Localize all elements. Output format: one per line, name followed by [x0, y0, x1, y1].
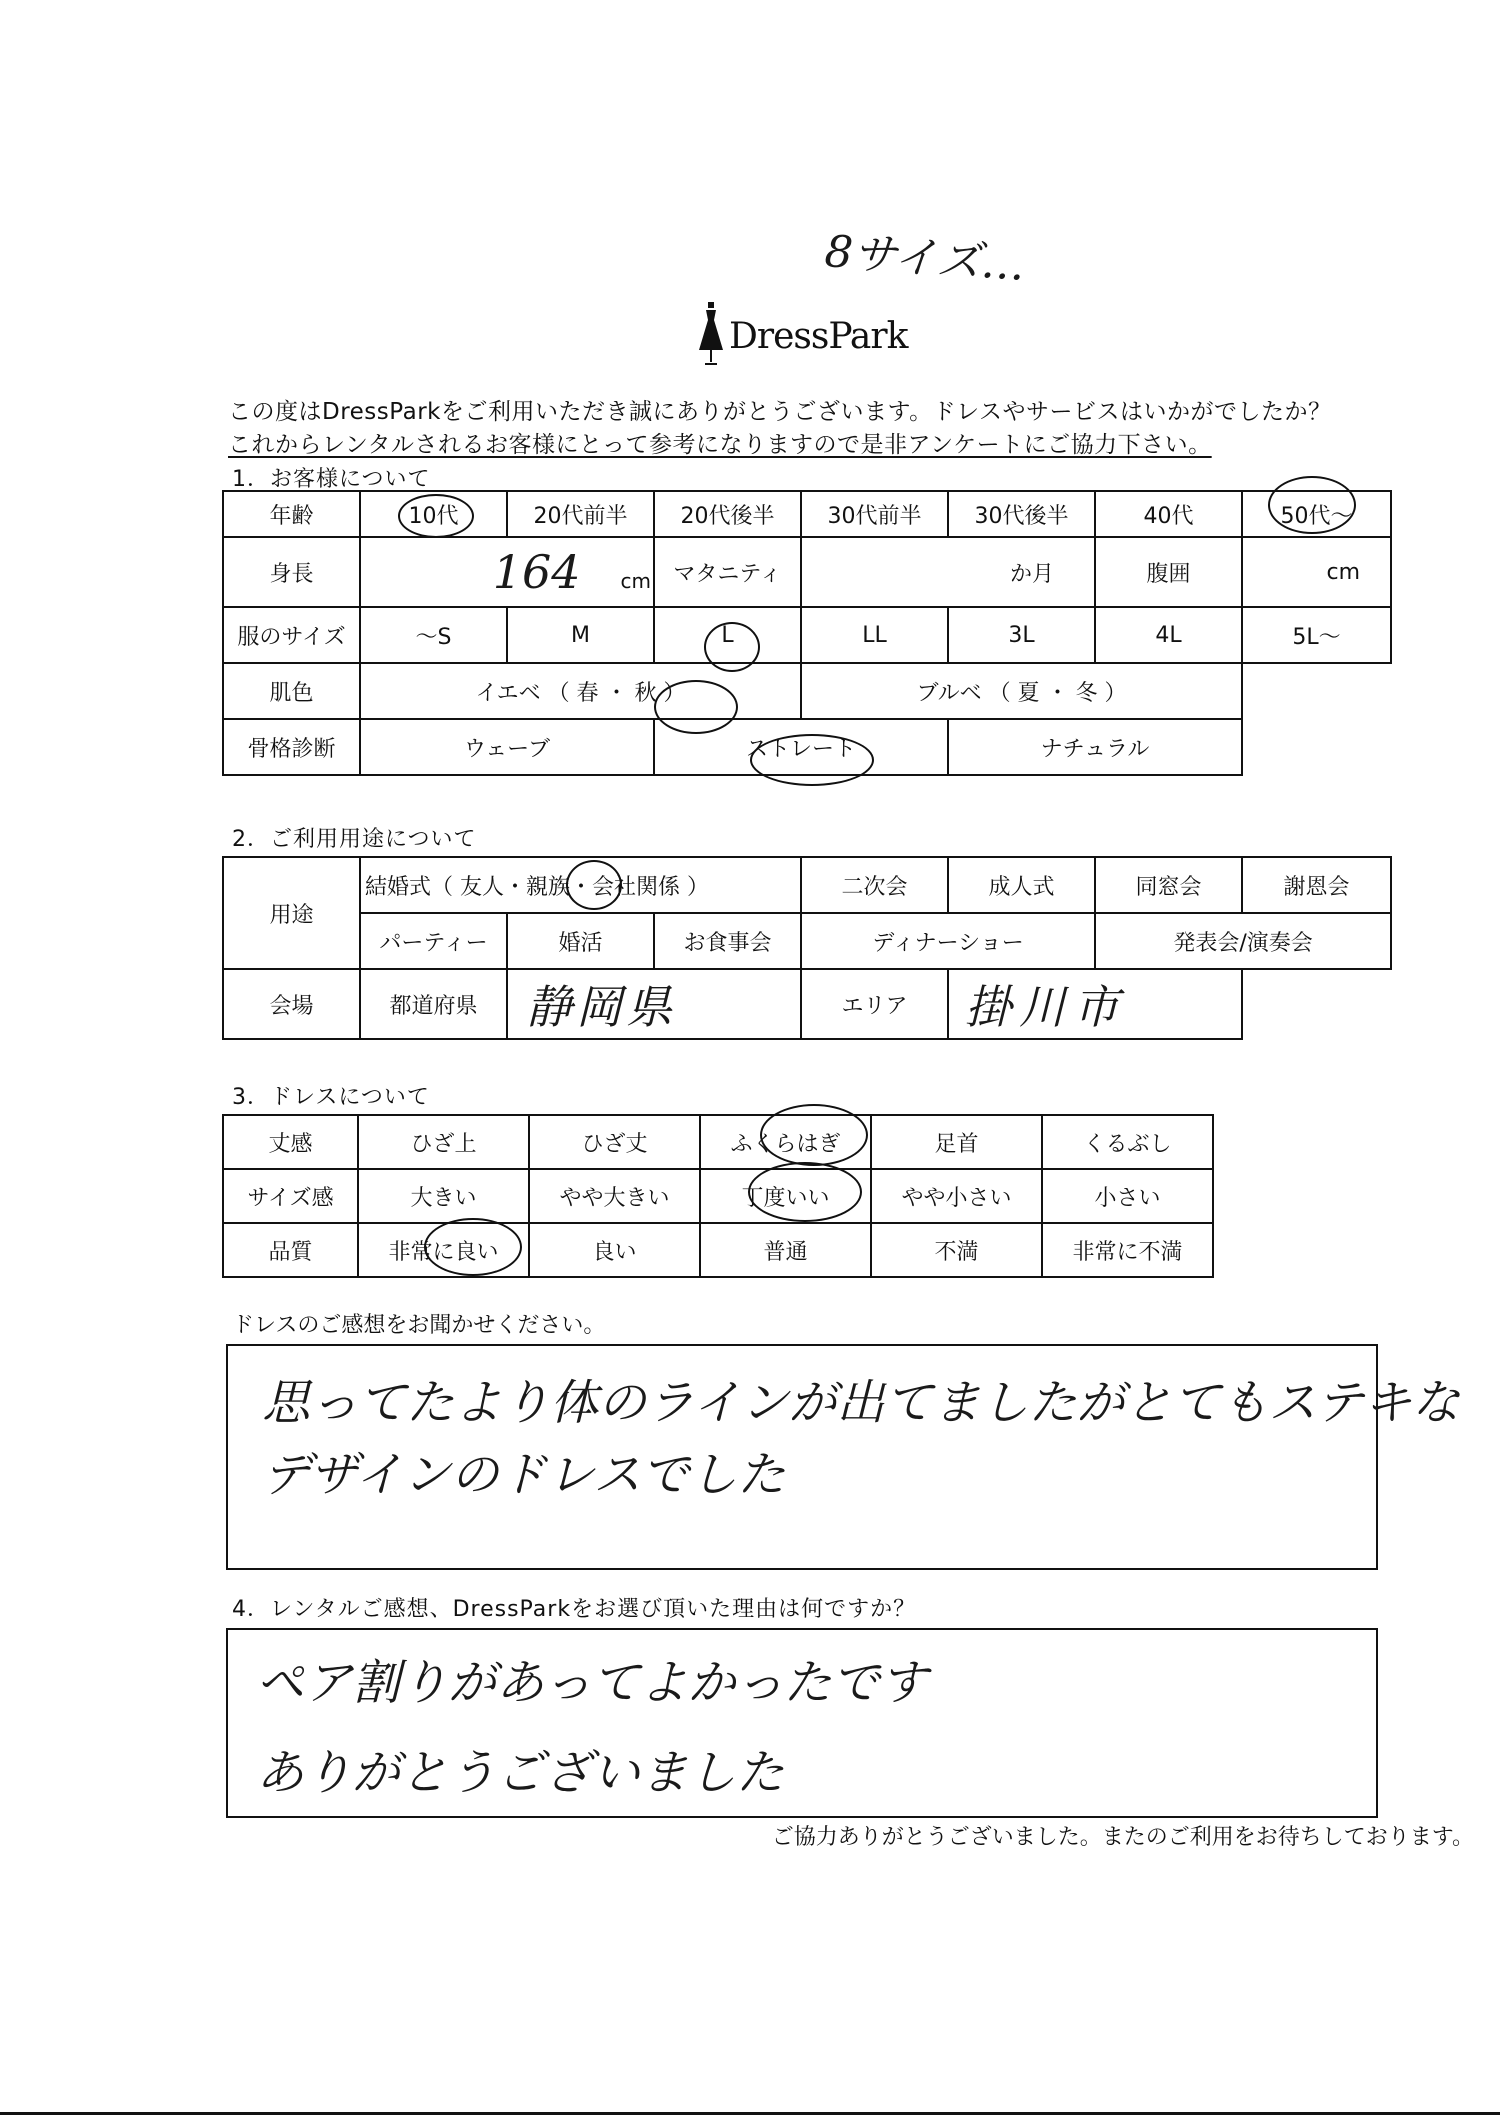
selection-circle-quality: [424, 1218, 522, 1276]
length-option[interactable]: くるぶし: [1042, 1115, 1213, 1169]
fit-option[interactable]: やや小さい: [871, 1169, 1042, 1223]
prefecture-value[interactable]: [507, 969, 801, 1039]
area-handwritten: 掛川市: [965, 980, 1128, 1034]
section1-title: 1．お客様について: [232, 467, 431, 492]
maternity-months[interactable]: か月: [801, 537, 1095, 607]
area-value[interactable]: [948, 969, 1242, 1039]
length-option[interactable]: 足首: [871, 1115, 1042, 1169]
reason-answer-box[interactable]: [226, 1628, 1378, 1818]
quality-option[interactable]: 普通: [700, 1223, 871, 1277]
dress-icon: [697, 298, 725, 368]
fit-option[interactable]: やや大きい: [529, 1169, 700, 1223]
reason-answer-line-2: ありがとうございました: [256, 1745, 785, 1801]
skin-yellow-option[interactable]: イエベ （ 春 ・ 秋 ）: [360, 663, 801, 719]
size-option[interactable]: 5L〜: [1242, 607, 1391, 663]
dress-comment-line-2: デザインのドレスでした: [262, 1447, 786, 1503]
dress-comment-line-1: 思ってたより体のラインが出てましたがとてもステキな: [262, 1375, 1460, 1431]
use-option[interactable]: 謝恩会: [1242, 857, 1391, 913]
selection-circle-length: [760, 1104, 868, 1166]
prefecture-label: 都道府県: [360, 969, 507, 1039]
logo-brand-text: DressPark: [729, 316, 908, 357]
age-option[interactable]: 50代〜: [1242, 491, 1391, 537]
intro-line-1: この度はDressParkをご利用いただき誠にありがとうございます。ドレスやサービスはいかがでしたか？: [228, 399, 1332, 425]
footer-thanks: ご協力ありがとうございました。またのご利用をお待ちしております。: [771, 1825, 1474, 1850]
reason-answer-line-1: ペア割りがあってよかったです: [256, 1655, 928, 1711]
age-option[interactable]: 30代後半: [948, 491, 1095, 537]
frame-label: 骨格診断: [223, 719, 360, 775]
size-option[interactable]: L: [654, 607, 801, 663]
selection-circle-fit: [748, 1162, 862, 1222]
dress-table: [222, 1114, 1214, 1278]
frame-option[interactable]: ウェーブ: [360, 719, 654, 775]
use-option[interactable]: 同窓会: [1095, 857, 1242, 913]
height-cell[interactable]: [360, 537, 654, 607]
age-option[interactable]: 20代前半: [507, 491, 654, 537]
height-label: 身長: [223, 537, 360, 607]
dress-comment-box[interactable]: [226, 1344, 1460, 1570]
dress-comment-prompt: ドレスのご感想をお聞かせください。: [232, 1313, 606, 1338]
age-label: 年齢: [223, 491, 360, 537]
age-option[interactable]: 30代前半: [801, 491, 948, 537]
fit-option[interactable]: 丁度いい: [700, 1169, 871, 1223]
size-option[interactable]: LL: [801, 607, 948, 663]
frame-option[interactable]: ストレート: [654, 719, 948, 775]
dress-row-label: 品質: [223, 1223, 358, 1277]
use-option[interactable]: ディナーショー: [801, 913, 1095, 969]
height-value: 164: [492, 545, 581, 599]
length-option[interactable]: ふくらはぎ: [700, 1115, 871, 1169]
size-option[interactable]: M: [507, 607, 654, 663]
use-option[interactable]: お食事会: [654, 913, 801, 969]
height-unit: cm: [620, 569, 651, 593]
quality-option[interactable]: 不満: [871, 1223, 1042, 1277]
frame-option[interactable]: ナチュラル: [948, 719, 1242, 775]
use-option-wedding[interactable]: 結婚式（ 友人・親族・会社関係 ）: [360, 857, 801, 913]
quality-option[interactable]: 良い: [529, 1223, 700, 1277]
age-option[interactable]: 20代後半: [654, 491, 801, 537]
section2-title: 2．ご利用用途について: [232, 827, 477, 852]
length-option[interactable]: ひざ上: [358, 1115, 529, 1169]
usage-table: [222, 856, 1392, 1040]
size-label: 服のサイズ: [223, 607, 360, 663]
area-label: エリア: [801, 969, 948, 1039]
size-option[interactable]: 4L: [1095, 607, 1242, 663]
selection-circle-age-50: [1268, 476, 1356, 534]
use-option[interactable]: 婚活: [507, 913, 654, 969]
scan-bottom-line: [0, 2112, 1500, 2115]
selection-circle-age: [398, 494, 474, 538]
age-option[interactable]: 40代: [1095, 491, 1242, 537]
use-label: 用途: [223, 857, 360, 969]
selection-circle-size: [704, 622, 760, 672]
waist-unit[interactable]: cm: [1242, 537, 1391, 607]
section4-title: 4．レンタルご感想、DressParkをお選び頂いた理由は何ですか？: [232, 1597, 917, 1622]
use-option[interactable]: 成人式: [948, 857, 1095, 913]
size-option[interactable]: 〜S: [360, 607, 507, 663]
use-option[interactable]: 発表会/演奏会: [1095, 913, 1391, 969]
selection-circle-skin: [654, 680, 738, 734]
handwritten-header-note: 8サイズ…: [823, 226, 1027, 291]
quality-option[interactable]: 非常に不満: [1042, 1223, 1213, 1277]
dresspark-logo: [697, 298, 907, 370]
use-option[interactable]: 二次会: [801, 857, 948, 913]
waist-label: 腹囲: [1095, 537, 1242, 607]
maternity-label: マタニティ: [654, 537, 801, 607]
age-option[interactable]: 10代: [360, 491, 507, 537]
fit-option[interactable]: 大きい: [358, 1169, 529, 1223]
fit-option[interactable]: 小さい: [1042, 1169, 1213, 1223]
selection-circle-frame: [750, 734, 874, 786]
intro-line-2: これからレンタルされるお客様にとって参考になりますので是非アンケートにご協力下さい。: [228, 432, 1212, 458]
venue-label: 会場: [223, 969, 360, 1039]
empty-cell: [1242, 663, 1391, 719]
prefecture-handwritten: 静岡県: [526, 980, 676, 1034]
quality-option[interactable]: 非常に良い: [358, 1223, 529, 1277]
selection-circle-relatives: [566, 860, 622, 910]
use-option[interactable]: パーティー: [360, 913, 507, 969]
skin-blue-option[interactable]: ブルベ （ 夏 ・ 冬 ）: [801, 663, 1242, 719]
empty-cell: [1242, 969, 1391, 1039]
size-option[interactable]: 3L: [948, 607, 1095, 663]
empty-cell: [1242, 719, 1391, 775]
section3-title: 3．ドレスについて: [232, 1085, 430, 1110]
length-option[interactable]: ひざ丈: [529, 1115, 700, 1169]
dress-row-label: 丈感: [223, 1115, 358, 1169]
skin-label: 肌色: [223, 663, 360, 719]
dress-row-label: サイズ感: [223, 1169, 358, 1223]
